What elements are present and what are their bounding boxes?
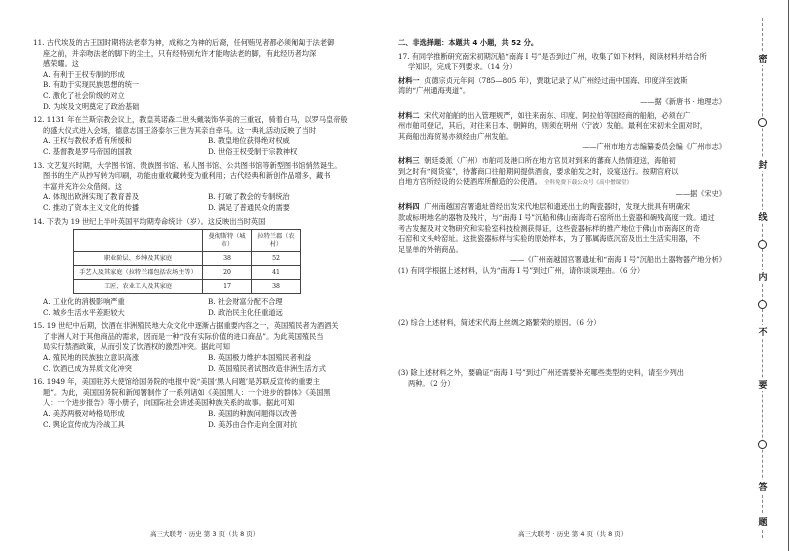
option-b[interactable]: B. 打破了教会的专制统治 <box>208 192 290 202</box>
option-c[interactable]: C. 基督教是罗马帝国的国教 <box>43 146 132 156</box>
seal-circle-icon <box>758 118 767 127</box>
question-14: 14. 下表为 19 世纪上半叶英国平均期寿命统计（岁）。这反映出当时英国 曼彻斯特（城市） 拉特兰郡（农村） 职业阶层、乡绅及其家庭 38 52 手艺人及其家庭（拉特兰郡包括农场主等） 20 41 工匠、农业工人及其家庭 17 38 A. 工业化的消极影响严重 B. 社会财富分配不合理 C. 城乡生活水平差距较大 D. 政治民主化任重道远 <box>33 217 373 319</box>
seal-char: 线 <box>756 210 770 223</box>
right-page <box>398 38 728 389</box>
material-label: 材料一 <box>398 75 420 85</box>
seal-circle-icon <box>758 300 767 309</box>
table-cell: 38 <box>252 280 301 294</box>
question-13: 13. 文艺复兴时期，大学图书馆、贵族图书馆、私人图书馆、公共图书馆等新型图书馆悄然诞生。 图书的生产从抄写转为印刷，功能由重收藏转变为重利用；古代经典和新创作品增多，藏书 丰富并充许公众借阅。这 A. 体现出欧洲实现了教育普及 B. 打破了教会的专制统治 C. 推动了资本主义文化的传播 D. 满足了普通民众的需要 <box>33 161 373 214</box>
option-a[interactable]: A. 王权与教权矛盾有所缓和 <box>43 136 132 146</box>
material-4: 材料四 广州南越国宫署遗址曾经出发宋代地层和遗迹出土的陶瓷器时，发现大批具有明确宋 款或标明地名的器物及残片，与“南海 I 号”沉船和佛山南海奇石窑所出土瓷器和碗残高度一致。通过 考古发掘及对文物研究和实验室科技检测获得证，这些瓷器标样的推产地位于佛山市南海区的奇 石窑和文头岭窑址。这批瓷器标样与实验的原始样本，为了都属海底沉窑及出土生活实用器，不 足显单的外销商品。 ——《广州南越国宫署遗址和“南海 I 号”沉船出土器物器产地分析》 <box>398 202 726 265</box>
seal-char: 封 <box>756 158 770 171</box>
seal-char: 要 <box>756 378 770 391</box>
table-cell: 手艺人及其家庭（拉特兰郡包括农场主等） <box>74 266 203 280</box>
option-b[interactable]: B. 教皇地位获得绝对权威 <box>208 136 290 146</box>
option-d[interactable]: D. 满足了普通民众的需要 <box>208 202 290 212</box>
seal-char: 题 <box>756 515 770 528</box>
right-page-footer: 高三大联考 · 历史 第 4 页（共 8 页） <box>518 530 628 538</box>
seal-circle-icon <box>758 240 767 249</box>
material-source: ——据《新唐书 · 地理志》 <box>640 96 726 106</box>
option-c[interactable]: C. 推动了资本主义文化的传播 <box>43 202 140 212</box>
seal-char: 密 <box>756 52 770 65</box>
table-cell: 41 <box>252 266 301 280</box>
question-12: 12. 1131 年在兰斯宗教会议上，教皇英诺森二世头戴装饰华美的三重冠，骑着白马，以罗马皇帝般 的盛大仪式进入会场，德意志国王洛泰尔三世为其亲自牵马。这一典礼活动反映了当时 A. 王权与教权矛盾有所缓和 B. 教皇地位获得绝对权威 C. 基督教是罗马帝国的国教 D. 世俗王权受制于宗教神权 <box>33 115 373 157</box>
material-label: 材料四 <box>398 202 420 212</box>
table-cell: 20 <box>203 266 252 280</box>
question-16: 16. 1949 年，美国驻苏大使馆给国务院的电报中说“美国‘黑人问题’是苏联反宣传的重要主 题”。为此，美国国务院和新闻署制作了一系列诸如《美国黑人：一个进步的群体》《美国黑 人：一个进步报告》等小册子，向国际社会讲述美国种族关系的故事。据此可知 A. 美苏两极对峙格局形成 B. 美国的种族问题得以改善 C. 舆论宣传成为冷战工具 D. 美苏由合作走向全面对抗 <box>33 377 373 430</box>
option-b[interactable]: B. 美国的种族问题得以改善 <box>208 409 297 419</box>
option-d[interactable]: D. 英国殖民者试图改造非洲生活方式 <box>208 363 326 373</box>
table-header-cell: 拉特兰郡（农村） <box>252 230 301 252</box>
option-b[interactable]: B. 社会财富分配不合理 <box>208 297 283 307</box>
option-d[interactable]: D. 政治民主化任重道远 <box>208 307 283 317</box>
seal-circle-icon <box>758 440 767 449</box>
material-label: 材料二 <box>398 110 420 120</box>
material-2: 材料二 宋代对舶舶的出入管理规严，如往来南东、印度、阿拉伯等国经商的船舶，必须在广 州市舶司登记，其后，对往来日本、朝鲜的，则须在明州（宁波）发舶。最利在宋初未全面对时， 其商船出海贸易亦须经由广州发舶。 ——广州市地方志编纂委员会编《广州市志》 <box>398 110 726 152</box>
material-3: 材料三 朝廷委派（广州）市舶司及港口所在地方官员对到来的蕃商人热情迎送，海舶初 到之时有“阅货宴”，待蕃商口往船期间提供酒食，要求舶发之时，设宴送行。按期官府以 自地方官所经设的公使酒库所酿造的公使酒。 全科免费下载公众号《高中僧课堂》 ——据《宋史》 <box>398 155 726 198</box>
page-edge-line <box>788 0 789 551</box>
seal-char: 内 <box>756 270 770 283</box>
seal-char: 答 <box>756 480 770 493</box>
life-expectancy-table <box>73 229 301 294</box>
option-c[interactable]: C. 城乡生活水平差距较大 <box>43 307 125 317</box>
material-1: 材料一 贞德宗贞元年间（785—805 年），贾耽记录了从广州经过南中国海、印度洋至波斯 湾的“广州通海夷道”。 ——据《新唐书 · 地理志》 <box>398 75 726 106</box>
left-page <box>33 38 373 430</box>
question-15: 15. 19 世纪中后期，饮酒在非洲殖民地大众文化中逐渐占据重要内容之一，英国殖民者为酒酒关 了非洲人对于其他商品的需求，因而是一种“没有实际价值的进口商品”。为此英国殖民当 局实行禁酒政策，从而引发了饮酒权的激烈冲突。据此可知 A. 殖民地的民族独立意识高涨 B. 英国极力维护本国殖民者利益 C. 饮酒已成为异质文化冲突 D. 英国殖民者试图改造非洲生活方式 <box>33 321 373 374</box>
material-source: ——据《宋史》 <box>675 188 726 198</box>
answer-space-1[interactable] <box>398 276 728 312</box>
table-header-row <box>74 230 301 252</box>
option-c[interactable]: C. 舆论宣传成为冷战工具 <box>43 419 125 429</box>
answer-space-2[interactable] <box>398 329 728 365</box>
option-d[interactable]: D. 美苏由合作走向全面对抗 <box>208 419 298 429</box>
option-b[interactable]: B. 有助于实现民族思想的统一 <box>43 80 140 90</box>
option-d[interactable]: D. 世俗王权受制于宗教神权 <box>208 146 298 156</box>
left-page-footer: 高三大联考 · 历史 第 3 页（共 8 页） <box>150 530 260 538</box>
option-a[interactable]: A. 美苏两极对峙格局形成 <box>43 409 125 419</box>
table-header-cell: 曼彻斯特（城市） <box>203 230 252 252</box>
subquestion-1: (1) 有同学根据上述材料，认为“南海 I 号”到过广州，请你谈谈理由。（6 分） <box>398 265 645 275</box>
option-c[interactable]: C. 激化了社会阶级的对立 <box>43 90 125 100</box>
table-cell: 17 <box>203 280 252 294</box>
seal-char: 不 <box>756 325 770 338</box>
table-cell: 工匠、农业工人及其家庭 <box>74 280 203 294</box>
subquestion-2: (2) 综合上述材料，简述宋代海上丝绸之路繁荣的原因。（6 分） <box>398 318 601 328</box>
question-17: 17. 有同学推断研究南宋初期沉船“南海 I 号”是否到过广州，收集了如下材料，阅读材料并结合所 学知识，完成下列要求。（14 分） 材料一 贞德宗贞元年间（785—805 年），贾耽记录了从广州经过南中国海、印度洋至波斯 湾的“广州通海夷道”。 ——据《新唐书 · 地理志》 材料二 宋代对舶舶的出入管理规严，如往来南东、印度、阿拉伯等国经商的船舶，必须在广 州市舶司登记，其后，对往来日本、朝鲜的，则须在明州（宁波）发舶。最利在宋初未全面对时， 其商船出海贸易亦须经由广州发舶。 ——广州市地方志编纂委员会编《广州市志》 材料三 朝廷委派（广州）市舶司及港口所在地方官员对到来的蕃商人热情迎送，海舶初 到之时有“阅货宴”，待蕃商口往船期间提供酒食，要求舶发之时，设宴送行。按期官府以 自地方官所经设的公使酒库所酿造的公使酒。 全科免费下载公众号《高中僧课堂》 ——据《宋史》 材料四 广州南越国宫署遗址曾经出发宋代地层和遗迹出土的陶瓷器时，发现大批具有明确宋 款或标明地名的器物及残片，与“南海 I 号”沉船和佛山南海奇石窑所出土瓷器和碗残高度一致。通过 考古发掘及对文物研究和实验室科技检测获得证，这些瓷器标样的推产地位于佛山市南海区的奇 石窑和文头岭窑址。这批瓷器标样与实验的原始样本，为了都属海底沉窑及出土生活实用器，不 足显单的外销商品。 ——《广州南越国宫署遗址和“南海 I 号”沉船出土器物器产地分析》 (1) 有同学根据上述材料，认为“南海 I 号”到过广州，请你谈谈理由。（6 分） (2) 综合上述材料，简述宋代海上丝绸之路繁荣的原因。（6 分） (3) 除上述材料之外，要确证“南海 I 号”到过广州还需要补充哪些类型的史料，请至少列出 两种。（2 分） <box>398 51 726 388</box>
option-a[interactable]: A. 体现出欧洲实现了教育普及 <box>43 192 140 202</box>
material-source: ——《广州南越国宫署遗址和“南海 I 号”沉船出土器物器产地分析》 <box>509 255 726 265</box>
option-a[interactable]: A. 工业化的消极影响严重 <box>43 297 125 307</box>
material-source: ——广州市地方志编纂委员会编《广州市志》 <box>582 142 726 152</box>
option-a[interactable]: A. 有利于王权专制的形成 <box>43 69 125 79</box>
section-title: 二、非选择题：本题共 4 小题，共 52 分。 <box>398 38 539 47</box>
option-a[interactable]: A. 殖民地的民族独立意识高涨 <box>43 353 140 363</box>
table-row <box>74 266 301 280</box>
table-row <box>74 252 301 266</box>
option-b[interactable]: B. 英国极力维护本国殖民者利益 <box>208 353 312 363</box>
table-cell: 38 <box>203 252 252 266</box>
option-d[interactable]: D. 为埃及文明奠定了政治基础 <box>43 101 140 111</box>
table-row <box>74 280 301 294</box>
material-label: 材料三 <box>398 155 420 165</box>
watermark-text: 全科免费下载公众号《高中僧课堂》 <box>544 180 633 187</box>
table-cell: 职业阶层、乡绅及其家庭 <box>74 252 203 266</box>
question-11: 11. 古代埃及的古王国时期将法老奉为神，成称之为神的后裔，任何贿见者都必须匍匐于法老御 座之前，并亲吻法老的脚下的尘土，只有经特别允许才能吻法老的脚，有此经历者均深 感荣耀。这 A. 有利于王权专制的形成 B. 有助于实现民族思想的统一 C. 激化了社会阶级的对立 D. 为埃及文明奠定了政治基础 <box>33 38 373 112</box>
table-header-cell <box>74 230 203 252</box>
subquestion-3: (3) 除上述材料之外，要确证“南海 I 号”到过广州还需要补充哪些类型的史料，请至少列出 两种。（2 分） <box>398 368 684 388</box>
table-cell: 52 <box>252 252 301 266</box>
option-c[interactable]: C. 饮酒已成为异质文化冲突 <box>43 363 132 373</box>
seal-line-margin <box>738 0 794 551</box>
